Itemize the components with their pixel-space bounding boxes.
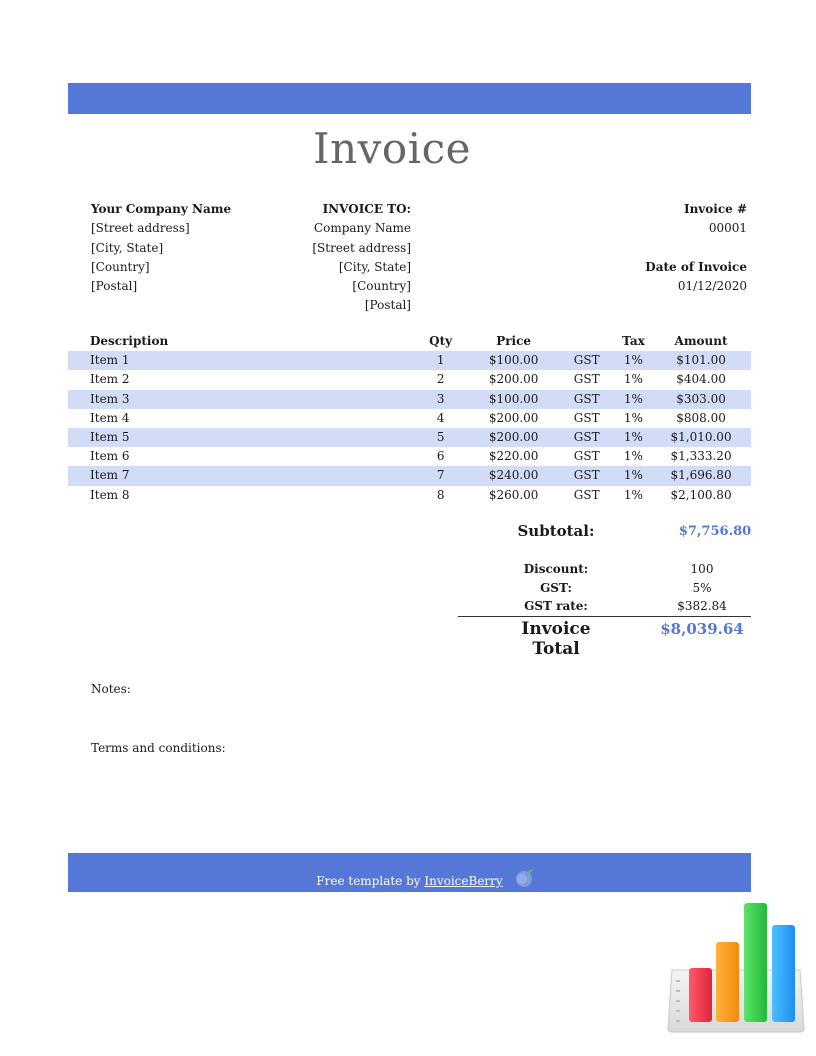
row-amount: $1,696.80	[651, 466, 751, 485]
header-qty: Qty	[429, 334, 453, 348]
row-price: $100.00	[470, 390, 558, 409]
invoice-date: 01/12/2020	[677, 279, 747, 294]
row-gst: GST	[573, 410, 600, 425]
table-row	[68, 428, 751, 447]
recipient-country: [Country]	[352, 279, 411, 294]
sender-street: [Street address]	[91, 221, 190, 236]
invoice-total-label: Invoice Total	[521, 619, 591, 659]
sender-postal: [Postal]	[91, 279, 138, 294]
invoice-meta-block	[600, 200, 747, 296]
table-row	[68, 447, 751, 466]
footer-credit	[68, 874, 751, 888]
row-price: $200.00	[488, 410, 539, 425]
sender-block	[91, 200, 231, 296]
header-price: Price	[496, 334, 532, 348]
total-divider	[458, 616, 751, 617]
header-amount: Amount	[674, 334, 728, 348]
row-description: Item 6	[90, 449, 130, 464]
row-qty: 2	[436, 372, 445, 387]
header-gst	[558, 332, 616, 351]
gst-value: 5%	[692, 581, 712, 595]
row-qty: 5	[412, 428, 470, 447]
recipient-heading: INVOICE TO:	[322, 202, 411, 216]
terms-label: Terms and conditions:	[91, 741, 226, 755]
row-qty: 7	[412, 466, 470, 485]
row-price: $200.00	[470, 428, 558, 447]
row-qty: 6	[436, 449, 445, 464]
subtotal-value: $7,756.80	[678, 524, 752, 539]
row-gst: GST	[573, 372, 600, 387]
row-tax: 1%	[623, 372, 643, 387]
row-gst: GST	[573, 449, 600, 464]
table-row	[68, 466, 751, 485]
row-tax: 1%	[623, 487, 643, 502]
row-gst: GST	[573, 487, 600, 502]
row-qty: 8	[436, 487, 445, 502]
row-tax: 1%	[623, 410, 643, 425]
page-title: Invoice	[313, 124, 471, 173]
table-row	[68, 351, 751, 370]
row-description: Item 7	[68, 466, 412, 485]
berry-logo-icon	[514, 867, 536, 889]
recipient-city: [City, State]	[338, 259, 411, 274]
row-tax: 1%	[616, 351, 651, 370]
row-tax: 1%	[616, 466, 651, 485]
row-amount: $808.00	[676, 410, 726, 425]
row-amount: $303.00	[651, 390, 751, 409]
row-description: Item 8	[90, 487, 130, 502]
row-gst: GST	[558, 351, 616, 370]
discount-value: 100	[690, 562, 714, 576]
row-price: $240.00	[470, 466, 558, 485]
invoice-number-label: Invoice #	[683, 202, 747, 216]
footer-prefix: Free template by	[316, 874, 425, 888]
invoice-number: 00001	[708, 221, 747, 236]
gst-rate-value: $382.84	[677, 599, 727, 613]
row-price: $260.00	[488, 487, 539, 502]
table-header-row	[68, 332, 751, 351]
row-tax: 1%	[616, 390, 651, 409]
row-description: Item 3	[68, 390, 412, 409]
row-description: Item 5	[68, 428, 412, 447]
header-description: Description	[90, 334, 169, 348]
invoiceberry-link[interactable]: InvoiceBerry	[424, 874, 503, 888]
recipient-block	[260, 200, 411, 316]
recipient-company: Company Name	[313, 221, 411, 236]
row-price: $100.00	[470, 351, 558, 370]
row-tax: 1%	[623, 449, 643, 464]
row-gst: GST	[558, 466, 616, 485]
row-price: $200.00	[488, 372, 539, 387]
row-qty: 4	[436, 410, 445, 425]
header-tax: Tax	[622, 334, 645, 348]
sender-country: [Country]	[91, 259, 150, 274]
gst-rate-label: GST rate:	[524, 599, 588, 613]
recipient-street: [Street address]	[312, 240, 411, 255]
invoice-total-value: $8,039.64	[660, 620, 744, 638]
row-gst: GST	[558, 428, 616, 447]
table-row	[68, 370, 751, 389]
invoice-date-label: Date of Invoice	[645, 259, 747, 274]
table-row	[68, 409, 751, 428]
gst-label: GST:	[540, 581, 572, 595]
row-qty: 1	[412, 351, 470, 370]
numbers-app-icon	[664, 898, 808, 1036]
row-amount: $101.00	[651, 351, 751, 370]
sender-city: [City, State]	[91, 240, 164, 255]
header-bar	[68, 83, 751, 114]
row-price: $220.00	[488, 449, 539, 464]
row-amount: $1,333.20	[670, 449, 732, 464]
footer-bar	[68, 853, 751, 892]
recipient-postal: [Postal]	[364, 298, 411, 313]
row-amount: $404.00	[676, 372, 726, 387]
items-table	[68, 332, 751, 505]
row-gst: GST	[558, 390, 616, 409]
row-amount: $2,100.80	[670, 487, 732, 502]
row-description: Item 1	[68, 351, 412, 370]
row-amount: $1,010.00	[651, 428, 751, 447]
row-description: Item 4	[90, 410, 130, 425]
row-qty: 3	[412, 390, 470, 409]
subtotal-label: Subtotal:	[517, 522, 595, 540]
notes-label: Notes:	[91, 682, 131, 696]
sender-company: Your Company Name	[91, 202, 232, 216]
table-row	[68, 390, 751, 409]
row-tax: 1%	[616, 428, 651, 447]
row-description: Item 2	[90, 372, 130, 387]
discount-label: Discount:	[523, 562, 589, 576]
table-row	[68, 486, 751, 505]
